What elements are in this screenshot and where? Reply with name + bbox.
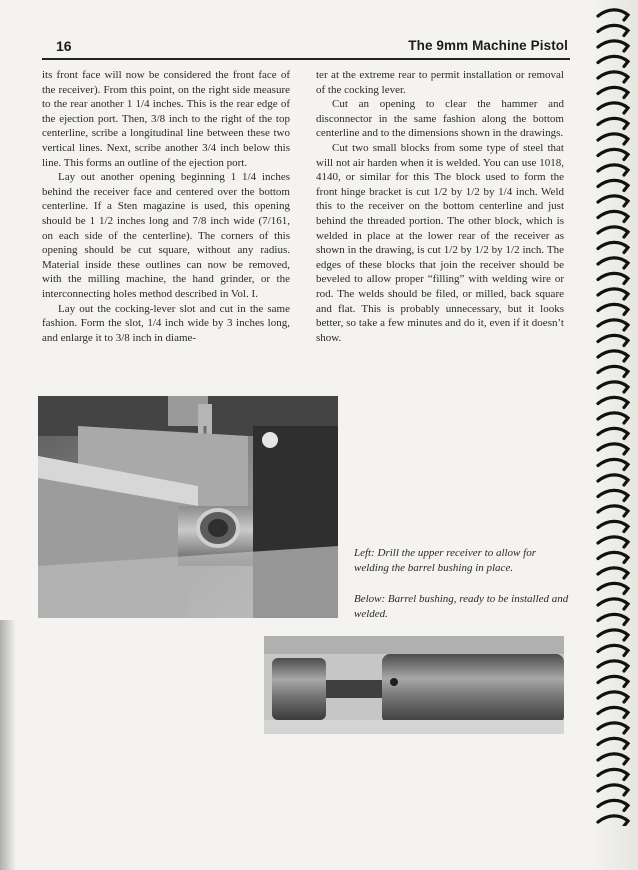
spiral-coil [598,118,628,128]
spiral-coil [598,444,628,454]
spiral-coil [598,103,628,113]
spiral-coil [598,521,628,531]
spiral-coil [598,397,628,407]
spiral-coil [598,134,628,144]
page-header [40,36,572,56]
spiral-coil [598,165,628,175]
spiral-coil [598,769,628,779]
spiral-coil [598,738,628,748]
spiral-coil [598,490,628,500]
paragraph: Cut an opening to clear the hammer and disconnector in the same fashion along the bottom centerline and to the dimensions shown in the drawings. [316,98,564,140]
spiral-coil [598,41,628,51]
spiral-coil [598,196,628,206]
spiral-coil [598,289,628,299]
caption-left: Left: Drill the upper receiver to allow for welding the barrel bushing in place. [354,547,536,574]
spiral-coil [598,692,628,702]
spiral-coil [598,320,628,330]
spiral-coil [598,614,628,624]
spiral-coil [598,149,628,159]
spiral-coil [598,785,628,795]
spiral-coil [598,180,628,190]
binding-shadow [0,620,16,870]
paragraph: Lay out another opening beginning 1 1/4 inches behind the receiver face and centered over the bottom centerline. If a Sten magazine is used, this opening should be 1 1/2 inches long and 7/8 inch wide (7/161, on each side of the centerline). The corners of this opening should be cut square, without any radius. Material inside these outlines can now be removed, with the milling machine, the hand grinder, or the interconnecting holes method described in Vol. I. [42,171,290,300]
paragraph: Lay out the cocking-lever slot and cut in the same fashion. Form the slot, 1/4 inch wide by 3 inches long, and enlarge it to 3/8 inch in diame- [42,302,290,344]
spiral-coil [598,816,628,826]
running-title: The 9mm Machine Pistol [408,38,568,53]
drilling-receiver-photo [38,396,338,618]
left-text-column [42,68,290,345]
paragraph: its front face will now be considered the front face of the receiver). From this point, on the right side measure to the rear another 1 1/4 inches. This is the rear edge of the ejection port. Then, 3/8 inch to the right of the top centerline, scribe a longitudinal line between these two vertical lines. Next, scribe another 3/4 inch below this line. This forms an outline of the ejection port. [42,69,290,169]
header-rule [42,58,570,60]
spiral-coil [598,428,628,438]
spiral-coil [598,258,628,268]
spiral-coil [598,800,628,810]
spiral-coil [598,661,628,671]
spiral-coil [598,676,628,686]
spiral-coil [598,552,628,562]
spiral-coil [598,211,628,221]
spiral-coil [598,537,628,547]
spiral-coil [598,351,628,361]
spiral-coil [598,366,628,376]
spiral-coil [598,87,628,97]
spiral-coil [598,72,628,82]
barrel-bushing-photo [264,636,564,734]
spiral-coil [598,568,628,578]
paragraph: Cut two small blocks from some type of steel that will not air harden when it is welded. You can use 1018, 4140, or similar for this The block used to form the front hinge bracket is cut 1/2 by 1/2 by 1/4 inch. Weld this to the receiver on the bottom centerline and just behind the threaded portion. The other block, which is welded in place at the lower rear of the receiver as shown in the drawing, is cut 1/2 by 1/2 by 1/2 inch. The edges of these blocks that join the receiver should be beveled to allow proper “filling” with welding wire or rod. The welds should be filed, or milled, back square and flat. This is probably unnecessary, but it looks better, so take a few minutes and do it, even if it doesn’t show. [316,141,564,344]
spiral-coil [598,56,628,66]
spiral-coil [598,413,628,423]
paragraph: ter at the extreme rear to permit installation or removal of the cocking lever. [316,69,564,96]
spiral-coil [598,335,628,345]
caption-below: Below: Barrel bushing, ready to be installed and welded. [354,593,569,620]
spiral-coil [598,599,628,609]
spiral-coil [598,25,628,35]
spiral-coil [598,707,628,717]
spiral-coil [598,506,628,516]
spiral-coil [598,227,628,237]
spiral-coil [598,475,628,485]
page-number: 16 [56,38,72,54]
spiral-coil [598,10,628,20]
spiral-coil [598,273,628,283]
spiral-coil [598,754,628,764]
spiral-coil [598,242,628,252]
right-text-column [316,68,564,345]
spiral-coil [598,459,628,469]
spiral-coil [598,645,628,655]
spiral-binding [594,6,634,826]
spiral-coil [598,723,628,733]
spiral-coil [598,630,628,640]
spiral-coil [598,382,628,392]
spiral-coil [598,583,628,593]
spiral-coil [598,304,628,314]
